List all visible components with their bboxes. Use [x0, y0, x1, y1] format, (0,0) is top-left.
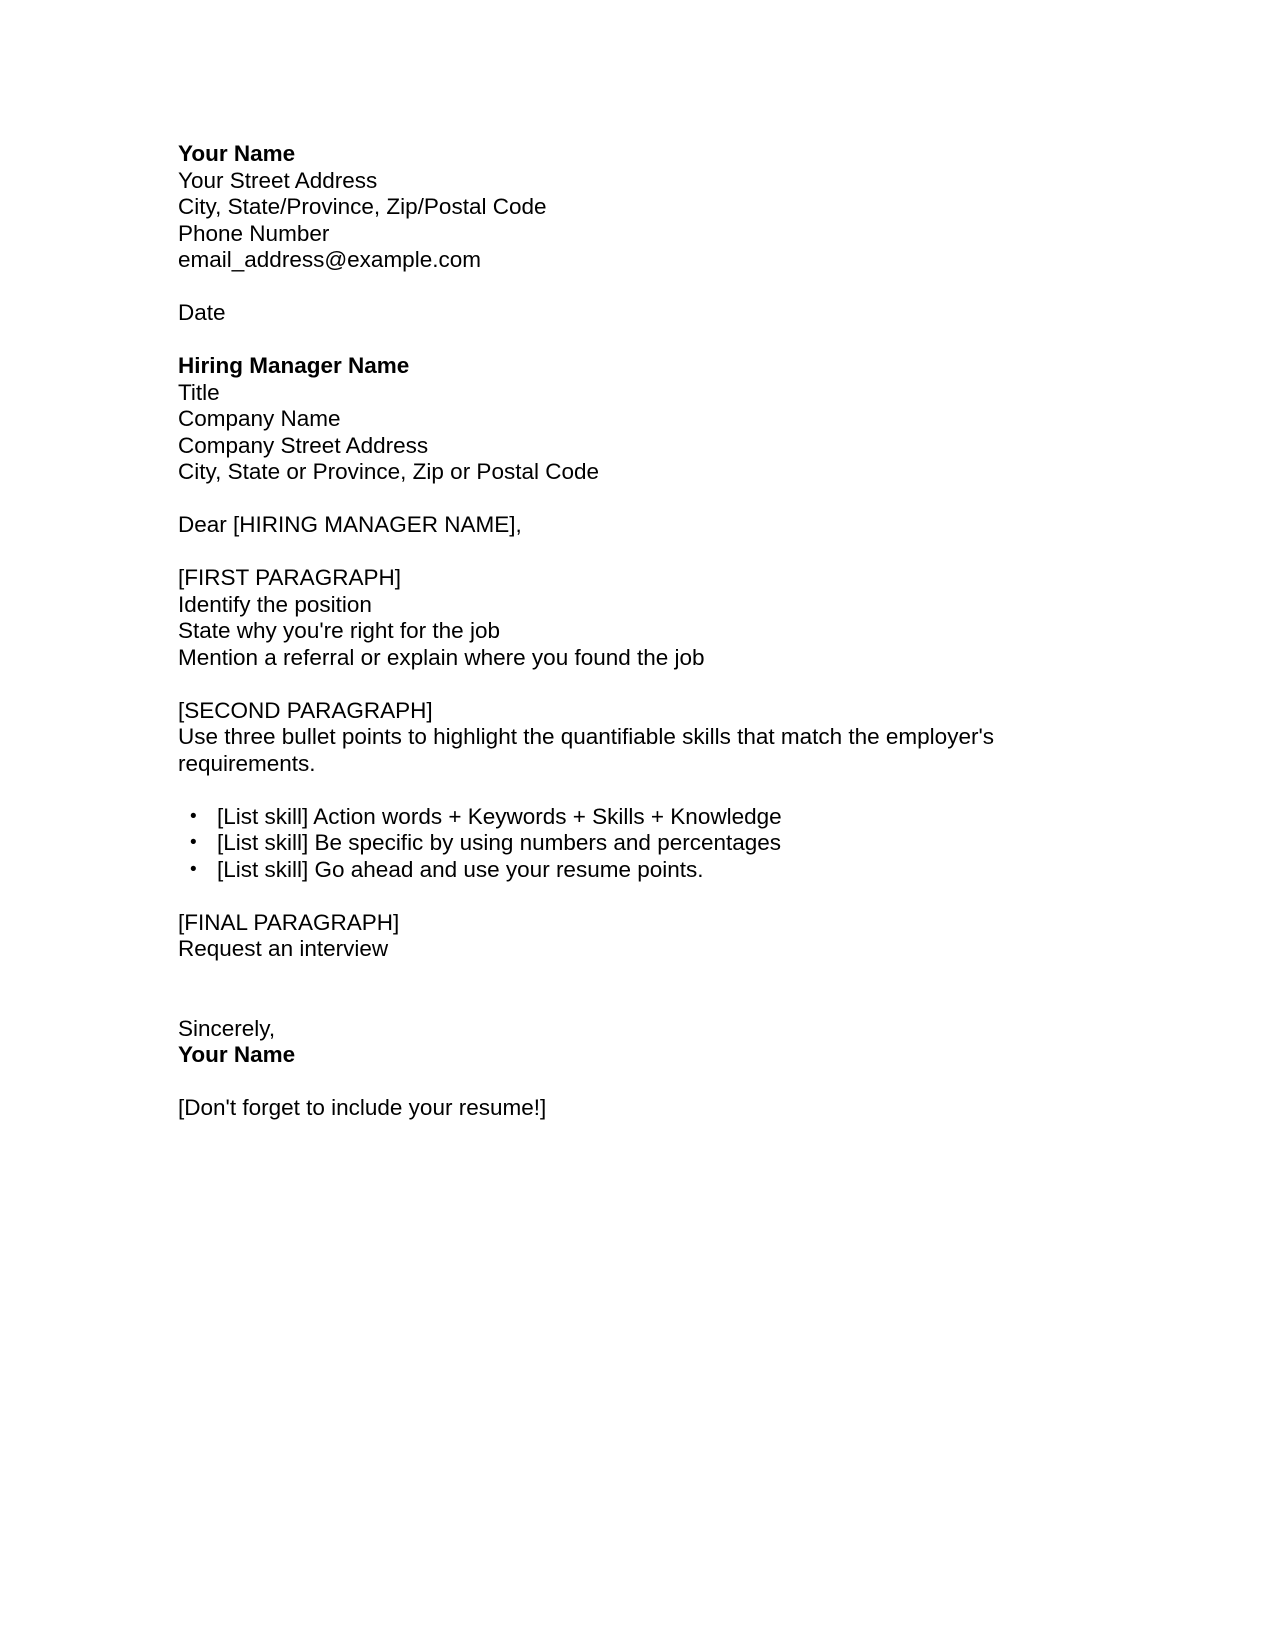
recipient-street: Company Street Address [178, 432, 429, 458]
second-paragraph [178, 698, 1155, 778]
skills-bullet-list [178, 804, 1155, 884]
recipient-company: Company Name [178, 406, 341, 431]
second-paragraph-line: Use three bullet points to highlight the quantifiable skills that match the employer's [178, 724, 994, 749]
second-paragraph-header: [SECOND PARAGRAPH] [178, 697, 433, 723]
first-paragraph-line: Identify the position [178, 591, 372, 617]
final-paragraph-header: [FINAL PARAGRAPH] [178, 909, 400, 935]
bullet-item-text: [List skill] Be specific by using numbers and percentages [217, 830, 782, 855]
bullet-item-text: [List skill] Go ahead and use your resume points. [217, 856, 704, 882]
bullet-icon: • [190, 832, 197, 853]
sender-street: Your Street Address [178, 167, 378, 193]
first-paragraph-line: Mention a referral or explain where you found the job [178, 644, 705, 670]
final-paragraph-line: Request an interview [178, 936, 389, 961]
sender-name: Your Name [178, 141, 296, 166]
recipient-name: Hiring Manager Name [178, 353, 410, 378]
bullet-item [178, 857, 1155, 884]
second-paragraph-line: requirements. [178, 750, 316, 776]
salutation: Dear [HIRING MANAGER NAME], [178, 512, 522, 537]
bullet-icon: • [190, 858, 197, 880]
sender-email: email_address@example.com [178, 247, 481, 272]
recipient-city-line: City, State or Province, Zip or Postal Code [178, 459, 600, 484]
closing-signature: Your Name [178, 1042, 296, 1067]
bullet-item [178, 830, 1155, 857]
sender-block [178, 141, 1155, 274]
bullet-item-text: [List skill] Action words + Keywords + Skills + Knowledge [217, 803, 782, 829]
recipient-title: Title [178, 379, 220, 405]
postscript: [Don't forget to include your resume!] [178, 1095, 547, 1120]
first-paragraph-line: State why you're right for the job [178, 618, 500, 643]
closing-block [178, 1016, 1155, 1069]
date-line: Date [178, 300, 226, 325]
closing-word: Sincerely, [178, 1015, 276, 1041]
sender-city-line: City, State/Province, Zip/Postal Code [178, 194, 547, 219]
final-paragraph [178, 910, 1155, 963]
bullet-icon: • [190, 805, 197, 827]
first-paragraph-header: [FIRST PARAGRAPH] [178, 565, 401, 590]
first-paragraph [178, 565, 1155, 671]
bullet-item [178, 804, 1155, 831]
sender-phone: Phone Number [178, 220, 330, 246]
recipient-block [178, 353, 1155, 486]
